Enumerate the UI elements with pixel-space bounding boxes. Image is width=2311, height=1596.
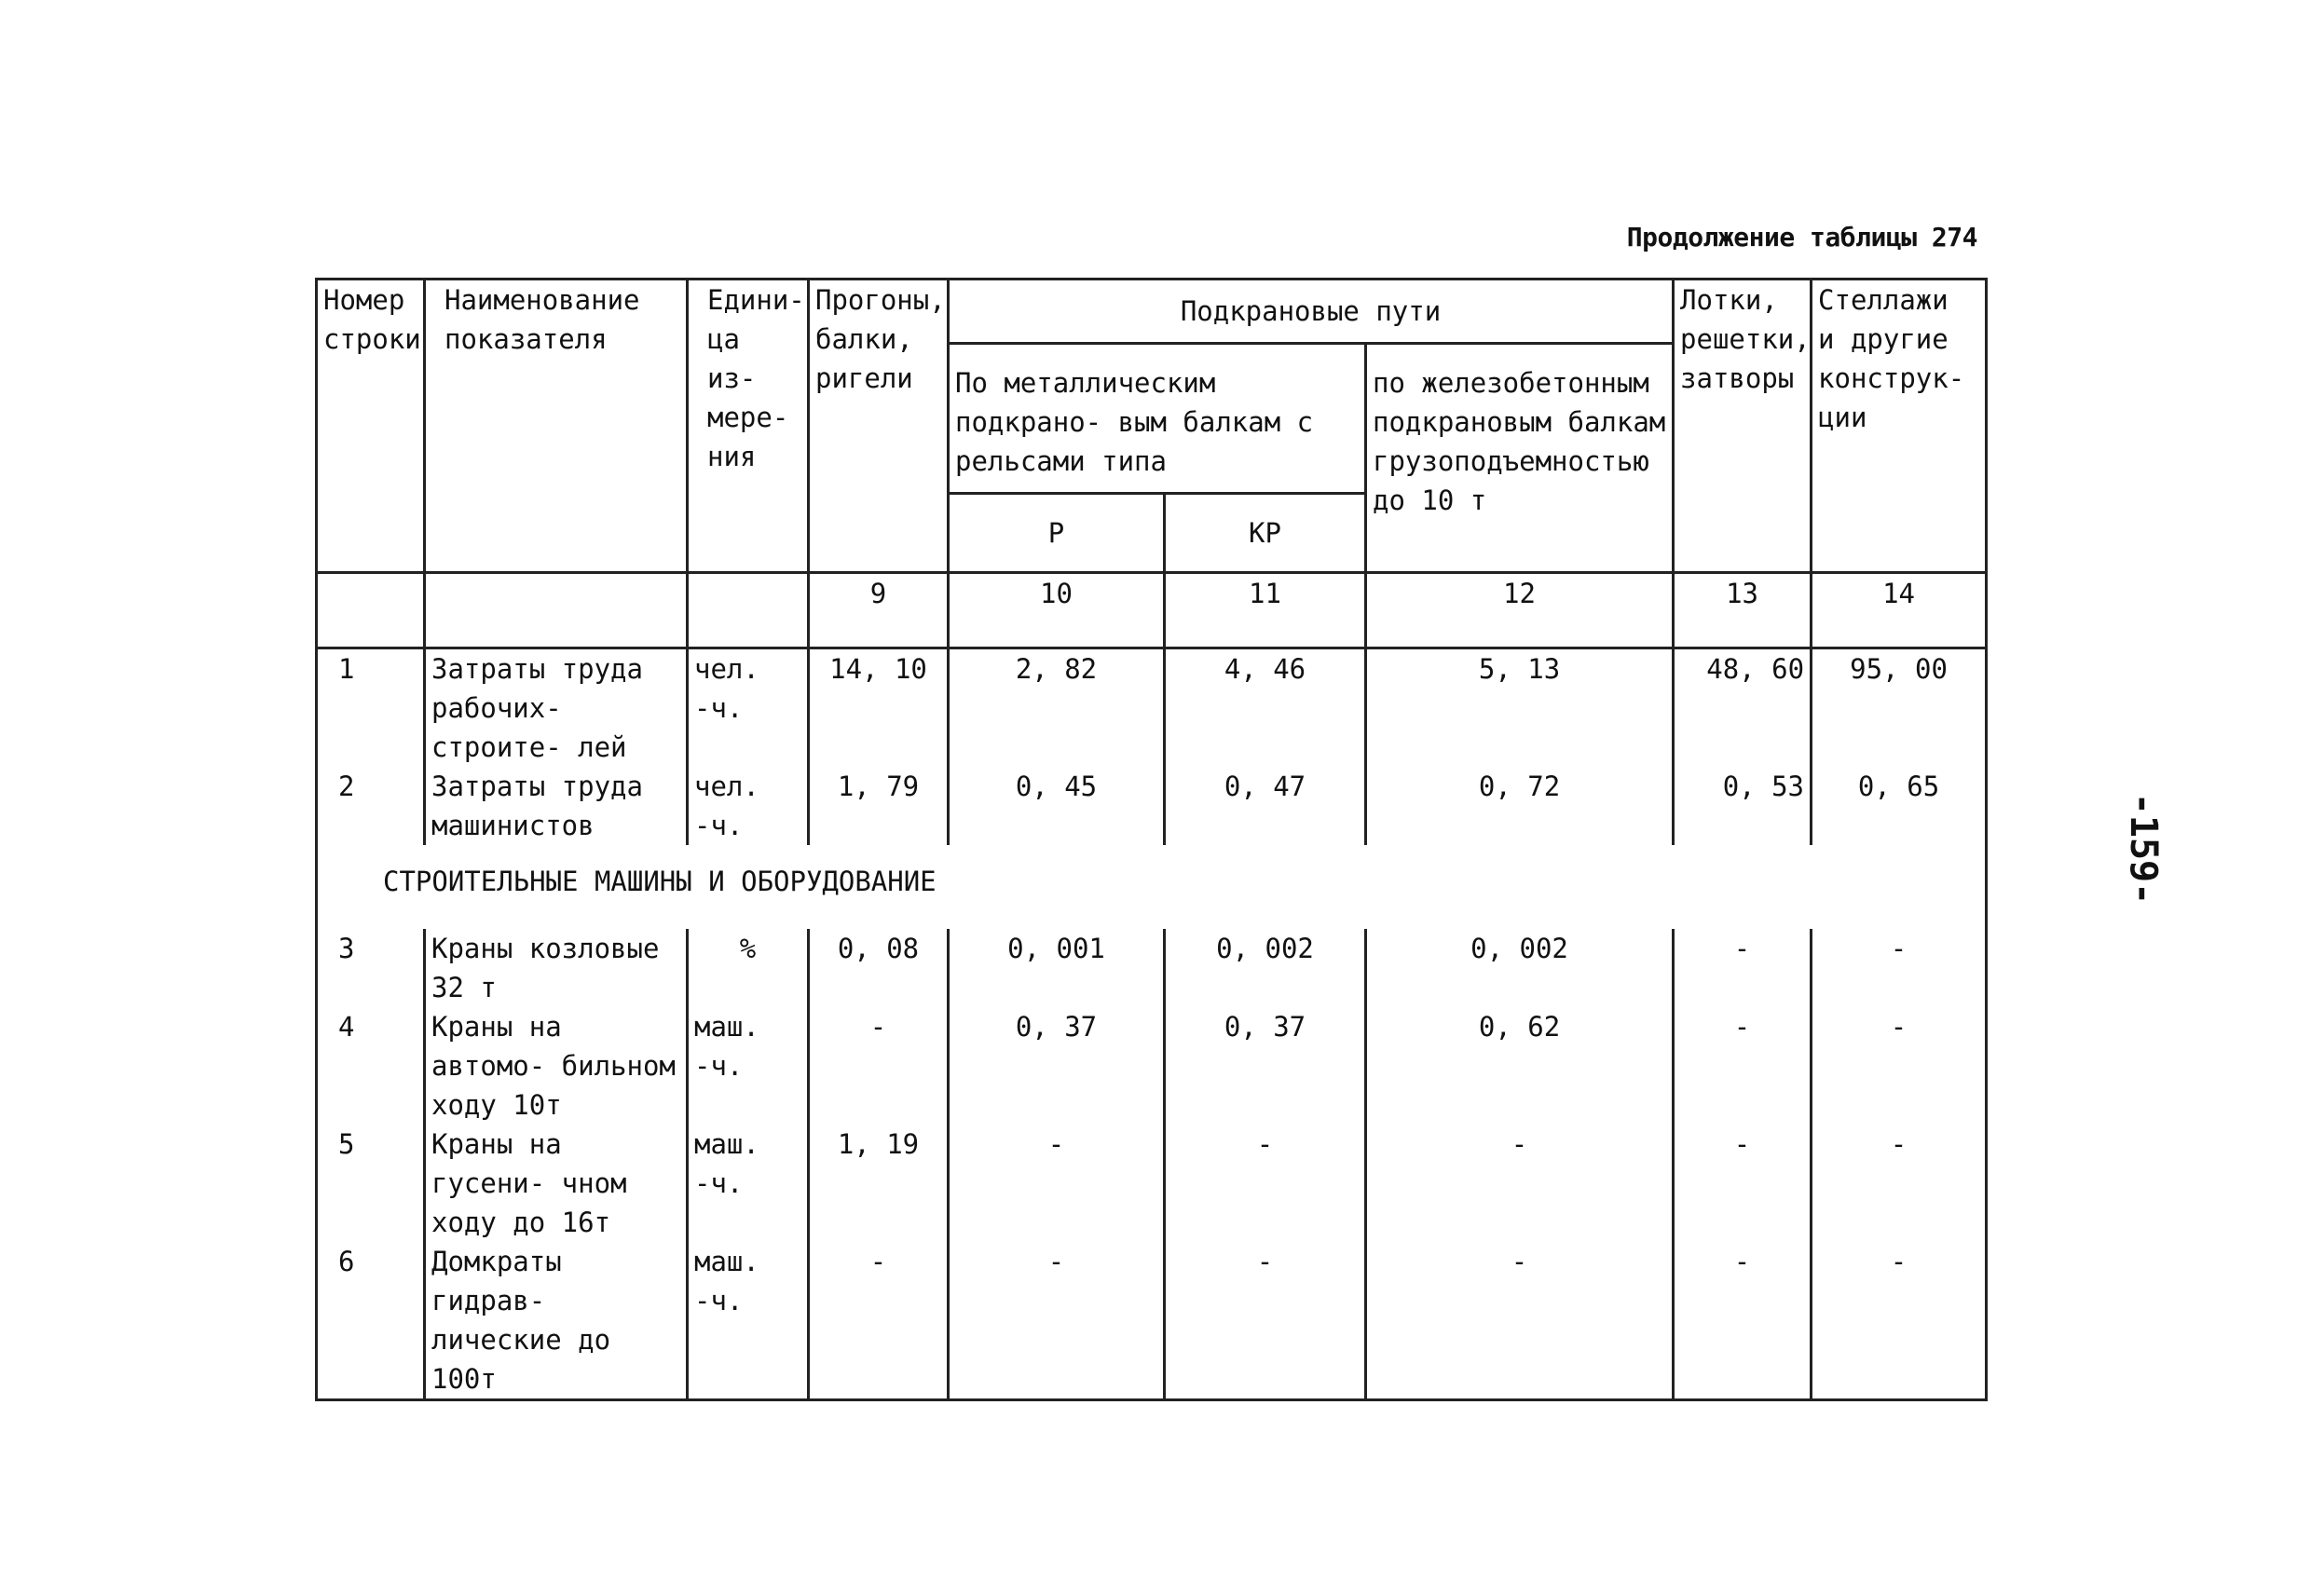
cell-11: 4, 46 [1165,648,1366,768]
cell-9: 1, 19 [809,1125,949,1242]
header-unit: Едини- ца из- мере- ния [688,280,809,573]
cost-table [315,278,1988,1401]
row-name: Краны на гусени- чном ходу до 16т [425,1125,688,1242]
table-row [317,648,1987,768]
row-unit: маш. -ч. [688,1125,809,1242]
header-concrete-beams: по железобетонным подкрановым балкам грузоподъемностью до 10 т [1366,344,1674,573]
cell-13: 48, 60 [1674,648,1812,768]
header-crane-ways: Подкрановые пути [949,280,1674,344]
cell-10: 2, 82 [949,648,1165,768]
cell-14: - [1812,1242,1987,1400]
colnum-13: 13 [1674,573,1812,648]
colnum-empty [317,573,425,648]
table-row [317,929,1987,1007]
cell-12: 0, 62 [1366,1007,1674,1125]
cell-11: - [1165,1242,1366,1400]
row-unit: маш. -ч. [688,1007,809,1125]
row-unit: % [688,929,809,1007]
cell-13: - [1674,1007,1812,1125]
row-name: Домкраты гидрав- лические до 100т [425,1242,688,1400]
cell-14: 0, 65 [1812,767,1987,845]
cell-11: 0, 47 [1165,767,1366,845]
colnum-10: 10 [949,573,1165,648]
row-number: 2 [317,767,425,845]
cell-9: 0, 08 [809,929,949,1007]
row-name: Краны на автомо- бильном ходу 10т [425,1007,688,1125]
colnum-14: 14 [1812,573,1987,648]
table-row [317,1125,1987,1242]
row-number: 3 [317,929,425,1007]
cell-13: - [1674,929,1812,1007]
cell-12: 0, 002 [1366,929,1674,1007]
header-row-no: Номер строки [317,280,425,573]
header-rail-p: Р [949,494,1165,573]
cell-9: - [809,1242,949,1400]
header-metal-beams: По металлическим подкрано- вым балкам с рельсами типа [949,344,1366,494]
cell-13: - [1674,1242,1812,1400]
page-number: -159- [2122,792,2166,906]
colnum-empty [688,573,809,648]
colnum-11: 11 [1165,573,1366,648]
row-number: 1 [317,648,425,768]
cell-10: 0, 45 [949,767,1165,845]
cell-14: 95, 00 [1812,648,1987,768]
row-name: Затраты труда рабочих-строите- лей [425,648,688,768]
cell-9: 14, 10 [809,648,949,768]
cell-9: 1, 79 [809,767,949,845]
cell-9: - [809,1007,949,1125]
row-name: Краны козловые 32 т [425,929,688,1007]
cell-13: - [1674,1125,1812,1242]
cell-10: 0, 001 [949,929,1165,1007]
cell-12: - [1366,1242,1674,1400]
cell-12: - [1366,1125,1674,1242]
header-racks: Стеллажи и другие конструк- ции [1812,280,1987,573]
cell-10: - [949,1125,1165,1242]
colnum-12: 12 [1366,573,1674,648]
table-caption: Продолжение таблицы 274 [1626,222,1977,252]
colnum-empty [425,573,688,648]
row-number: 6 [317,1242,425,1400]
header-name: Наименование показателя [425,280,688,573]
header-rail-kr: КР [1165,494,1366,573]
cell-12: 0, 72 [1366,767,1674,845]
row-number: 4 [317,1007,425,1125]
header-trays: Лотки, решетки, затворы [1674,280,1812,573]
cell-14: - [1812,1007,1987,1125]
row-unit: чел. -ч. [688,767,809,845]
section-title: СТРОИТЕЛЬНЫЕ МАШИНЫ И ОБОРУДОВАНИЕ [317,845,1987,929]
table-row [317,1242,1987,1400]
colnum-9: 9 [809,573,949,648]
table-row [317,767,1987,845]
header-purlins: Прогоны, балки, ригели [809,280,949,573]
cell-10: - [949,1242,1165,1400]
row-name: Затраты труда машинистов [425,767,688,845]
cell-14: - [1812,929,1987,1007]
cell-13: 0, 53 [1674,767,1812,845]
cell-11: 0, 37 [1165,1007,1366,1125]
cell-10: 0, 37 [949,1007,1165,1125]
table-row [317,1007,1987,1125]
cell-11: - [1165,1125,1366,1242]
row-unit: чел. -ч. [688,648,809,768]
row-unit: маш. -ч. [688,1242,809,1400]
cell-14: - [1812,1125,1987,1242]
row-number: 5 [317,1125,425,1242]
cell-12: 5, 13 [1366,648,1674,768]
cell-11: 0, 002 [1165,929,1366,1007]
